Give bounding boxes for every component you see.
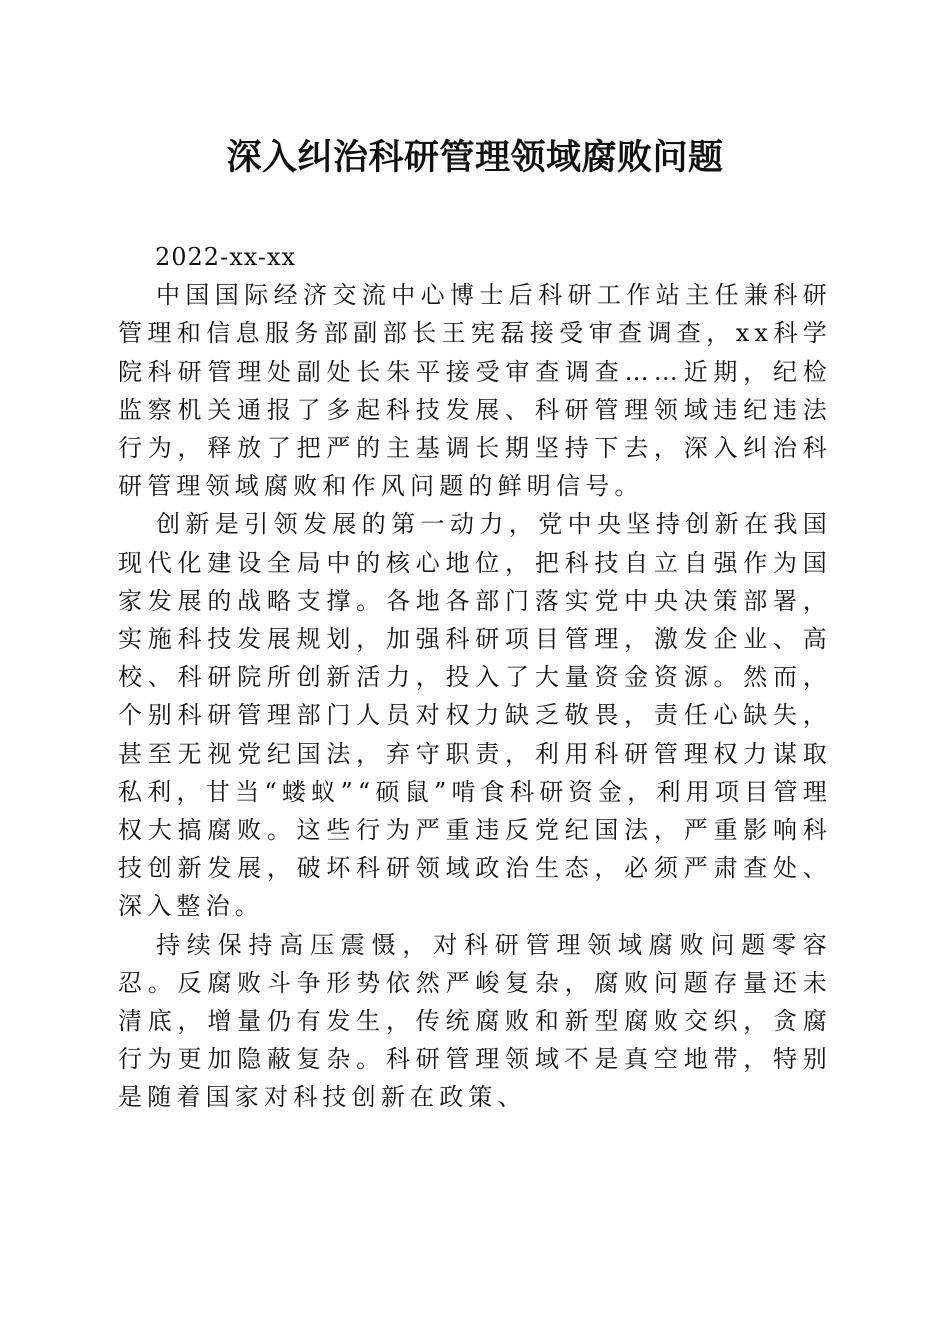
paragraph-2: 创新是引领发展的第一动力，党中央坚持创新在我国现代化建设全局中的核心地位，把科技自立自强作为国家发展的战略支撑。各地各部门落实党中央决策部署，实施科技发展规划，加强科研项目管理，激发企业、高校、科研院所创新活力，投入了大量资金资源。然而，个别科研管理部门人员对权力缺乏敬畏，责任心缺失，甚至无视党纪国法，弃守职责，利用科研管理权力谋取私利，甘当“蝼蚁”“硕鼠”啃食科研资金，利用项目管理权大搞腐败。这些行为严重违反党纪国法，严重影响科技创新发展，破坏科研领域政治生态，必须严肃查处、深入整治。 (118, 510, 832, 921)
document-title: 深入纠治科研管理领域腐败问题 (226, 137, 724, 178)
document-body (118, 238, 832, 1117)
paragraph-1: 中国国际经济交流中心博士后科研工作站主任兼科研管理和信息服务部副部长王宪磊接受审查调查，xx科学院科研管理处副处长朱平接受审查调查……近期，纪检监察机关通报了多起科技发展、科研管理领域违纪违法行为，释放了把严的主基调长期坚持下去，深入纠治科研管理领域腐败和作风问题的鲜明信号。 (118, 281, 832, 501)
document-date: 2022-xx-xx (155, 243, 297, 271)
paragraph-3: 持续保持高压震慑，对科研管理领域腐败问题零容忍。反腐败斗争形势依然严峻复杂，腐败问题存量还未清底，增量仍有发生，传统腐败和新型腐败交织，贪腐行为更加隐蔽复杂。科研管理领域不是真空地带，特别是随着国家对科技创新在政策、 (118, 930, 832, 1112)
